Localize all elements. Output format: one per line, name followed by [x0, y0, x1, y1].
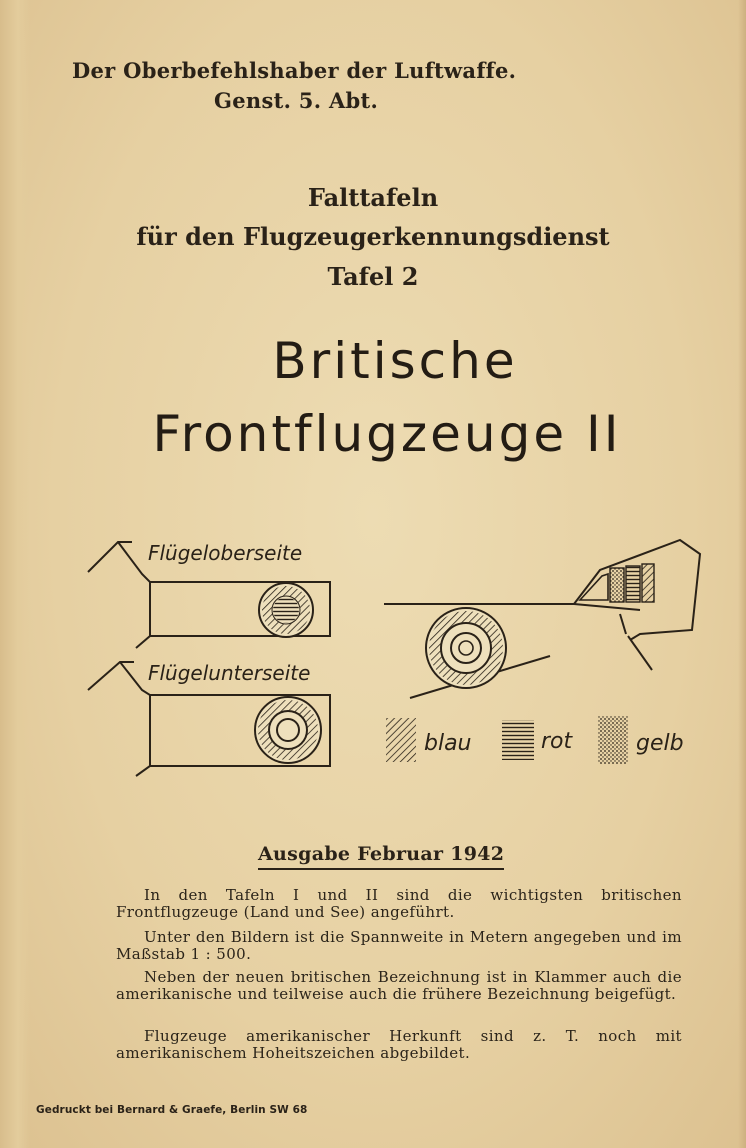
title-line-3: Tafel 2 — [327, 262, 419, 291]
title-line-1: Falttafeln — [307, 183, 439, 212]
blue-swatch — [386, 718, 416, 762]
lower-roundel — [255, 697, 321, 763]
main-title-line-2: Frontflugzeuge II — [152, 405, 622, 463]
main-title-line-1: Britische — [272, 332, 518, 390]
legend-label-red: rot — [541, 729, 573, 754]
paragraph: Neben der neuen britischen Bezeichnung ist in Klammer auch die amerikanische und teilweise auch die frühere Bezeichnung beigefügt. — [116, 968, 682, 1003]
insignia-diagram — [80, 530, 710, 780]
yellow-swatch — [598, 716, 628, 764]
paragraph: Unter den Bildern ist die Spannweite in Metern angegeben und im Maßstab 1 : 500. — [116, 928, 682, 963]
page-edge — [738, 0, 746, 1148]
red-swatch — [502, 720, 534, 760]
fuselage-roundel — [426, 608, 506, 688]
department-line: Genst. 5. Abt. — [214, 88, 379, 113]
issuer-line: Der Oberbefehlshaber der Luftwaffe. — [72, 58, 517, 83]
printer-imprint: Gedruckt bei Bernard & Graefe, Berlin SW 68 — [36, 1104, 308, 1116]
upper-wing-label: Flügeloberseite — [148, 541, 303, 565]
paragraph: Flugzeuge amerikanischer Herkunft sind z. T. noch mit amerikanischem Hoheitszeichen abgebildet. — [116, 1027, 682, 1062]
paragraph: In den Tafeln I und II sind die wichtigsten britischen Frontflugzeuge (Land und See) angeführt. — [116, 886, 682, 921]
legend-label-blue: blau — [424, 731, 472, 756]
edition-heading: Ausgabe Februar 1942 — [258, 843, 504, 870]
lower-wing-label: Flügelunterseite — [148, 661, 311, 685]
title-line-2: für den Flugzeugerkennungsdienst — [136, 222, 610, 251]
spine-shadow — [0, 0, 30, 1148]
upper-roundel — [259, 583, 313, 637]
legend-label-yellow: gelb — [636, 731, 684, 756]
